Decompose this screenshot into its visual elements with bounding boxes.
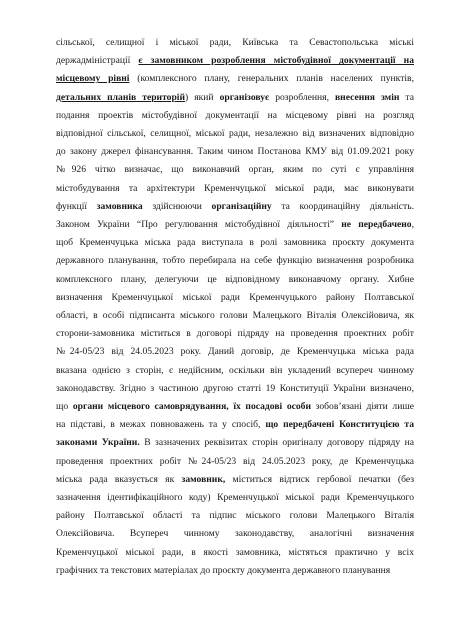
text-run: відповідної сільської, селищної, міської ради, незалежно від визначених відповідно [56, 128, 414, 140]
text-run: подання проектів містобудівної документації на місцевому рівні на розгляд [56, 109, 414, 121]
text-run: , [411, 219, 414, 231]
text-line [56, 34, 414, 52]
text-line [56, 562, 414, 580]
text-run: Кременчуцької міської ради, в якості замовника, містяться практично у всіх [56, 546, 414, 558]
text-line [56, 471, 414, 489]
text-run: №24-05/23 від 24.05.2023 року. Даний договір, де Кременчуцька міська рада [56, 346, 414, 358]
text-line [56, 271, 414, 289]
text-run: законодавству. Згідно з частиною другою статті 19 Конституції України визначено, [56, 382, 414, 394]
text-run: функції [56, 200, 97, 212]
text-line [56, 289, 414, 307]
text-line [56, 89, 414, 107]
text-line [56, 52, 414, 70]
text-line [56, 252, 414, 270]
text-line [56, 544, 414, 562]
text-run: та координаційну діяльність. [271, 200, 414, 212]
text-run: на підставі, в межах повноважень та у спосіб, [56, 419, 266, 431]
text-run: району Полтавської області та підпис міського голови Малецького Віталія [56, 510, 414, 522]
emphasized-text: внесення змін [334, 91, 400, 103]
text-run: сторони-замовника міститься в договорі підряду на проведення проектних робіт [56, 328, 414, 340]
text-run: Законом України “Про регулювання містобудівної діяльності” [56, 219, 342, 231]
text-run: ) який [184, 91, 220, 103]
text-run: Олексійовича. Всупереч чинному законодавству, аналогічні визначення [56, 528, 414, 540]
emphasized-text: детальних планів територій [56, 91, 185, 103]
text-line [56, 362, 414, 380]
emphasized-text: органи місцевого самоврядування, їх посадові особи [72, 401, 311, 413]
text-run: розроблення, [269, 91, 335, 103]
text-line [56, 489, 414, 507]
text-line [56, 70, 414, 88]
text-run: графічних та текстових матеріалах до проєкту документа державного планування [56, 564, 391, 576]
text-line [56, 398, 414, 416]
text-line [56, 125, 414, 143]
emphasized-text: є замовником розроблення містобудівної документації на [138, 55, 414, 67]
text-run: проведення проектних робіт №24-05/23 від 24.05.2023 року, де Кременчуцька [56, 455, 414, 467]
emphasized-text: замовник, [181, 473, 226, 485]
text-run: сільської, селищної і міської ради, Київська та Севастопольська міські [56, 37, 414, 48]
text-run: вказана однією з сторін, є недійсним, оскільки він укладений всупереч чинному [56, 364, 414, 376]
text-run: щоб Кременчуцька міська рада виступала в ролі замовника проєкту документа [56, 237, 414, 249]
text-line [56, 143, 414, 161]
text-run: державного планування, тобто перебирала на себе функцію визначення розробника [56, 255, 414, 267]
text-run: №926 чітко визначає, що виконавчий орган, яким по суті є управління [56, 164, 414, 176]
text-run: В зазначених реквізитах сторін оригіналу договору підряду на [139, 437, 414, 449]
text-run: здійснюючи [142, 200, 212, 212]
text-run: та [399, 91, 415, 103]
text-run: області, в особі підписанта міського голови Малецького Віталія Олексійовича, як [56, 310, 414, 322]
emphasized-text: що передбачені Конституцією та [265, 419, 414, 431]
emphasized-text: не передбачено [341, 219, 412, 231]
text-line [56, 180, 414, 198]
text-run: до закону джерел фінансування. Таким чином Постанова КМУ від 01.09.2021 року [56, 146, 414, 158]
text-line [56, 234, 414, 252]
text-line [56, 453, 414, 471]
text-line [56, 416, 414, 434]
text-run: що [56, 401, 73, 413]
text-run: зазначення ідентифікаційного коду) Кременчуцької міської ради Кременчуцького [56, 492, 414, 504]
text-run: містобудування та архітектури Кременчуцької міської ради, має виконувати [56, 182, 414, 194]
text-run: міська рада вказується як [56, 473, 182, 485]
text-run: зобов’язані діяти лише [311, 401, 414, 413]
text-line [56, 507, 414, 525]
emphasized-text: місцевому рівні [56, 73, 130, 85]
text-run: держадміністрації [56, 55, 139, 67]
text-line [56, 325, 414, 343]
text-line [56, 161, 414, 179]
emphasized-text: замовника [96, 200, 143, 212]
emphasized-text: організаційну [211, 200, 272, 212]
text-line [56, 307, 414, 325]
emphasized-text: законами України. [56, 437, 140, 449]
text-line [56, 380, 414, 398]
text-run: міститься відтиск гербової печатки (без [225, 473, 414, 485]
text-run: (комплексного плану, генеральних планів населених пунктів, [129, 73, 414, 85]
text-line [56, 434, 414, 452]
text-line [56, 107, 414, 125]
text-run: визначення Кременчуцької міської ради Кременчуцького району Полтавської [56, 291, 414, 303]
text-run: комплексного плану, делегуючи це відповідному виконавчому органу. Хибне [56, 273, 414, 285]
emphasized-text: організовує [219, 91, 270, 103]
text-line [56, 216, 414, 234]
text-line [56, 525, 414, 543]
text-line [56, 343, 414, 361]
text-line [56, 198, 414, 216]
document-body [56, 34, 414, 580]
